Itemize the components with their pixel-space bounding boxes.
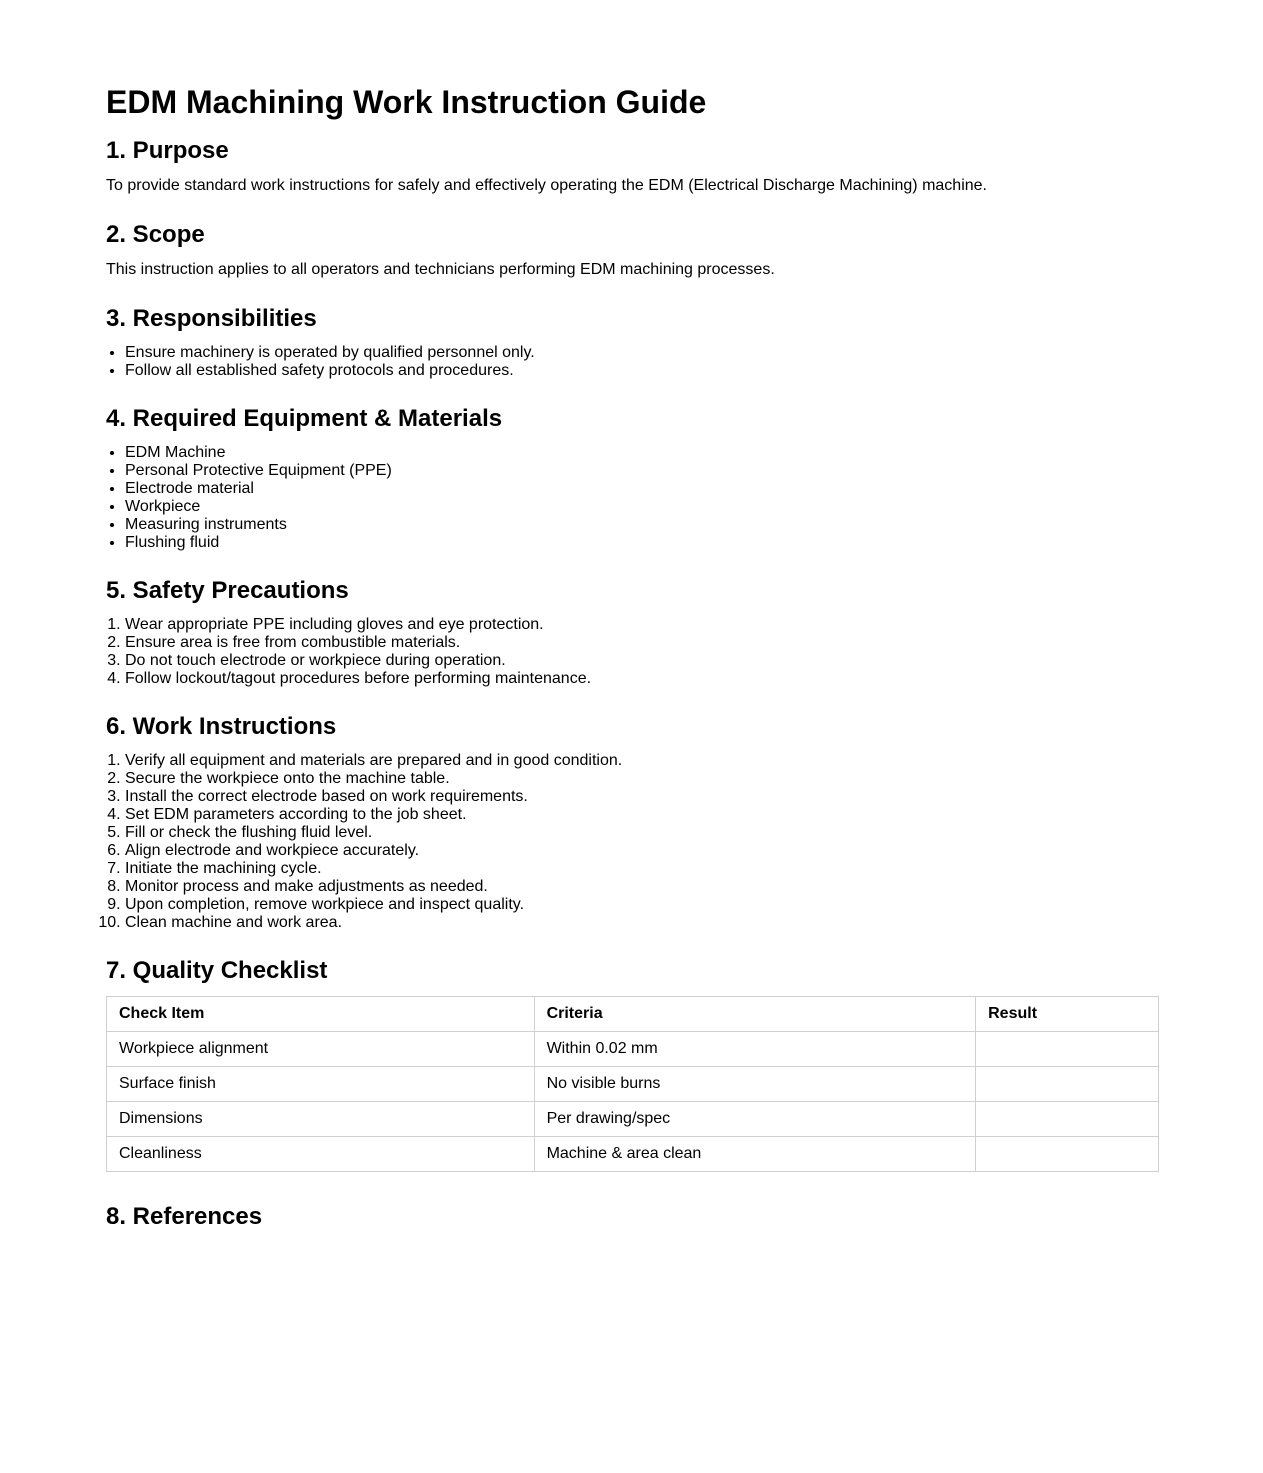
list-item: 10. Clean machine and work area.: [125, 914, 1158, 932]
result-cell: [976, 1067, 1159, 1102]
list-item: 8. Monitor process and make adjustments as needed.: [125, 878, 1158, 896]
table-row: [107, 1102, 1159, 1137]
section-safety: [106, 576, 1158, 688]
result-cell: [976, 1102, 1159, 1137]
page-title: EDM Machining Work Instruction Guide: [106, 84, 707, 120]
result-cell: [976, 1137, 1159, 1172]
quality-checklist-table: [106, 996, 1159, 1172]
list-item: • EDM Machine: [125, 444, 1158, 462]
equipment-list: [106, 444, 1158, 552]
list-item: 6. Align electrode and workpiece accurately.: [125, 842, 1158, 860]
scope-text: This instruction applies to all operators and technicians performing EDM machining processes.: [106, 261, 775, 278]
section-heading: 2. Scope: [106, 221, 205, 248]
purpose-text: To provide standard work instructions for safely and effectively operating the EDM (Electrical Discharge Machining) machine.: [106, 177, 987, 194]
list-item: • Electrode material: [125, 480, 1158, 498]
column-header: Check Item: [107, 997, 535, 1032]
section-heading: 6. Work Instructions: [106, 713, 337, 740]
section-heading: 8. References: [106, 1203, 263, 1230]
list-item: 3. Do not touch electrode or workpiece during operation.: [125, 652, 1158, 670]
list-item: 9. Upon completion, remove workpiece and inspect quality.: [125, 896, 1158, 914]
check-item-cell: Surface finish: [107, 1067, 535, 1102]
list-item: 2. Secure the workpiece onto the machine table.: [125, 770, 1158, 788]
list-item: • Measuring instruments: [125, 516, 1158, 534]
section-references: [106, 1202, 1158, 1232]
list-item: 4. Set EDM parameters according to the job sheet.: [125, 806, 1158, 824]
list-item: 3. Install the correct electrode based on work requirements.: [125, 788, 1158, 806]
section-instructions: [106, 712, 1158, 932]
section-responsibilities: [106, 304, 1158, 380]
table-row: [107, 1067, 1159, 1102]
list-item: • Follow all established safety protocols and procedures.: [125, 362, 1158, 380]
section-quality: [106, 956, 1158, 1172]
list-item: 1. Verify all equipment and materials are prepared and in good condition.: [125, 752, 1158, 770]
list-item: 5. Fill or check the flushing fluid level.: [125, 824, 1158, 842]
criteria-cell: Per drawing/spec: [534, 1102, 976, 1137]
check-item-cell: Dimensions: [107, 1102, 535, 1137]
section-heading: 7. Quality Checklist: [106, 957, 328, 984]
column-header: Criteria: [534, 997, 976, 1032]
section-purpose: [106, 136, 1158, 196]
list-item: 7. Initiate the machining cycle.: [125, 860, 1158, 878]
responsibilities-list: [106, 344, 1158, 380]
criteria-cell: No visible burns: [534, 1067, 976, 1102]
result-cell: [976, 1032, 1159, 1067]
list-item: • Ensure machinery is operated by qualified personnel only.: [125, 344, 1158, 362]
instructions-list: [106, 752, 1158, 932]
list-item: 4. Follow lockout/tagout procedures before performing maintenance.: [125, 670, 1158, 688]
section-equipment: [106, 404, 1158, 552]
section-heading: 3. Responsibilities: [106, 305, 317, 332]
list-item: • Flushing fluid: [125, 534, 1158, 552]
list-item: • Personal Protective Equipment (PPE): [125, 462, 1158, 480]
section-heading: 1. Purpose: [106, 137, 229, 164]
section-heading: 4. Required Equipment & Materials: [106, 405, 503, 432]
check-item-cell: Cleanliness: [107, 1137, 535, 1172]
list-item: 1. Wear appropriate PPE including gloves and eye protection.: [125, 616, 1158, 634]
table-row: [107, 1137, 1159, 1172]
section-scope: [106, 220, 1158, 280]
list-item: 2. Ensure area is free from combustible materials.: [125, 634, 1158, 652]
criteria-cell: Machine & area clean: [534, 1137, 976, 1172]
criteria-cell: Within 0.02 mm: [534, 1032, 976, 1067]
table-header-row: [107, 997, 1159, 1032]
safety-list: [106, 616, 1158, 688]
check-item-cell: Workpiece alignment: [107, 1032, 535, 1067]
table-row: [107, 1032, 1159, 1067]
list-item: • Workpiece: [125, 498, 1158, 516]
column-header: Result: [976, 997, 1159, 1032]
section-heading: 5. Safety Precautions: [106, 577, 349, 604]
